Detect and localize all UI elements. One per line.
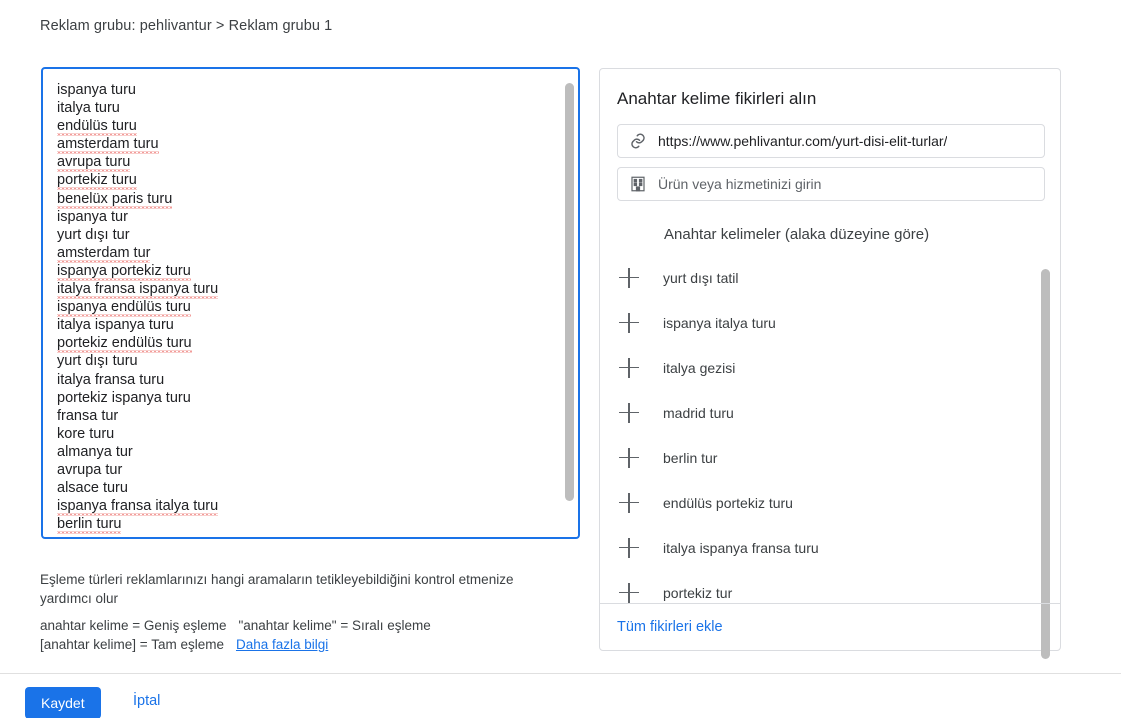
keyword-text: ispanya portekiz turu	[57, 262, 191, 279]
add-keyword-plus-icon[interactable]	[617, 581, 641, 605]
keyword-line: ispanya tur	[57, 208, 128, 225]
keyword-line: italya ispanya turu	[57, 317, 174, 334]
keyword-line: yurt dışı turu	[57, 353, 138, 370]
website-url-field[interactable]	[617, 124, 1045, 158]
add-keyword-plus-icon[interactable]	[617, 491, 641, 515]
add-keyword-plus-icon[interactable]	[617, 401, 641, 425]
breadcrumb: Reklam grubu: pehlivantur > Reklam grubu 1	[40, 18, 333, 34]
keyword-line: avrupa tur	[57, 461, 123, 478]
keyword-text: italya fransa ispanya turu	[57, 281, 219, 298]
link-icon	[628, 131, 648, 151]
keyword-text: berlin turu	[57, 516, 122, 533]
keyword-idea-label: italya ispanya fransa turu	[663, 539, 819, 556]
keyword-line: alsace turu	[57, 480, 128, 497]
keyword-idea-row[interactable]	[617, 390, 1045, 435]
keyword-line: yurt dışı tur	[57, 226, 130, 243]
keyword-text: endülüs turu	[57, 118, 137, 135]
keyword-idea-label: endülüs portekiz turu	[663, 494, 793, 511]
keyword-line	[57, 334, 558, 352]
keyword-line	[57, 135, 558, 153]
keyword-text: ispanya endülüs turu	[57, 299, 191, 316]
building-icon	[628, 174, 648, 194]
keyword-line	[57, 244, 558, 262]
cancel-button[interactable]: İptal	[127, 689, 166, 713]
keyword-idea-row[interactable]	[617, 570, 1045, 607]
more-info-link[interactable]: Daha fazla bilgi	[235, 637, 329, 652]
keyword-idea-label: ispanya italya turu	[663, 314, 776, 331]
website-url-value: https://www.pehlivantur.com/yurt-disi-elit-turlar/	[658, 133, 948, 149]
keyword-idea-row[interactable]	[617, 435, 1045, 480]
footer-divider	[0, 673, 1121, 674]
keyword-ideas-card	[599, 68, 1061, 651]
ideas-card-footer	[600, 603, 1060, 650]
add-all-ideas-button[interactable]: Tüm fikirleri ekle	[617, 619, 723, 635]
keyword-idea-label: portekiz tur	[663, 584, 733, 601]
ideas-scrollbar[interactable]	[1041, 269, 1050, 659]
match-types-help-text: Eşleme türleri reklamlarınızı hangi aramaların tetikleyebildiğini kontrol etmenize yardımcı olur	[40, 572, 514, 606]
keyword-text: portekiz endülüs turu	[57, 335, 192, 352]
keyword-idea-row[interactable]	[617, 345, 1045, 390]
keyword-idea-label: madrid turu	[663, 404, 734, 421]
keyword-line: kore turu	[57, 425, 115, 442]
broad-match-label: anahtar kelime = Geniş eşleme	[40, 618, 227, 633]
product-service-placeholder: Ürün veya hizmetinizi girin	[658, 176, 822, 192]
keyword-text: portekiz turu	[57, 172, 137, 189]
save-button[interactable]: Kaydet	[25, 687, 101, 718]
keyword-ideas-title: Anahtar kelime fikirleri alın	[617, 89, 817, 108]
keyword-idea-row[interactable]	[617, 255, 1045, 300]
add-keyword-plus-icon[interactable]	[617, 311, 641, 335]
match-types-legend	[40, 616, 570, 654]
keyword-idea-row[interactable]	[617, 480, 1045, 525]
keyword-idea-label: berlin tur	[663, 449, 718, 466]
add-keyword-plus-icon[interactable]	[617, 266, 641, 290]
keyword-line	[57, 497, 558, 515]
keyword-text: avrupa turu	[57, 154, 131, 171]
product-service-field[interactable]	[617, 167, 1045, 201]
keyword-text: amsterdam turu	[57, 136, 159, 153]
keyword-line: almanya tur	[57, 443, 133, 460]
keyword-line	[57, 515, 558, 533]
keyword-line	[57, 171, 558, 189]
ideas-list-header: Anahtar kelimeler (alaka düzeyine göre)	[664, 226, 930, 243]
keyword-idea-row[interactable]	[617, 300, 1045, 345]
keywords-textarea[interactable]	[41, 67, 580, 539]
keyword-line	[57, 117, 558, 135]
keyword-line	[57, 280, 558, 298]
keyword-idea-row[interactable]	[617, 525, 1045, 570]
keyword-line: portekiz ispanya turu	[57, 389, 191, 406]
keyword-line: italya turu	[57, 100, 120, 117]
keywords-list[interactable]	[43, 69, 578, 537]
add-keyword-plus-icon[interactable]	[617, 356, 641, 380]
keyword-line: fransa tur	[57, 407, 119, 424]
add-keyword-plus-icon[interactable]	[617, 536, 641, 560]
keyword-line: italya fransa turu	[57, 371, 165, 388]
keyword-line	[57, 262, 558, 280]
keyword-text: ispanya fransa italya turu	[57, 498, 219, 515]
keyword-line: ispanya turu	[57, 82, 136, 98]
keyword-line	[57, 298, 558, 316]
add-keyword-plus-icon[interactable]	[617, 446, 641, 470]
keyword-idea-label: italya gezisi	[663, 359, 736, 376]
keyword-idea-label: yurt dışı tatil	[663, 269, 739, 286]
keyword-ideas-list	[617, 255, 1045, 607]
exact-match-label: [anahtar kelime] = Tam eşleme	[40, 637, 224, 652]
keywords-scrollbar[interactable]	[565, 83, 574, 501]
keyword-text: benelüx paris turu	[57, 190, 173, 207]
keyword-line	[57, 153, 558, 171]
keyword-line	[57, 190, 558, 208]
keyword-text: amsterdam tur	[57, 244, 151, 261]
phrase-match-label: "anahtar kelime" = Sıralı eşleme	[238, 618, 431, 633]
